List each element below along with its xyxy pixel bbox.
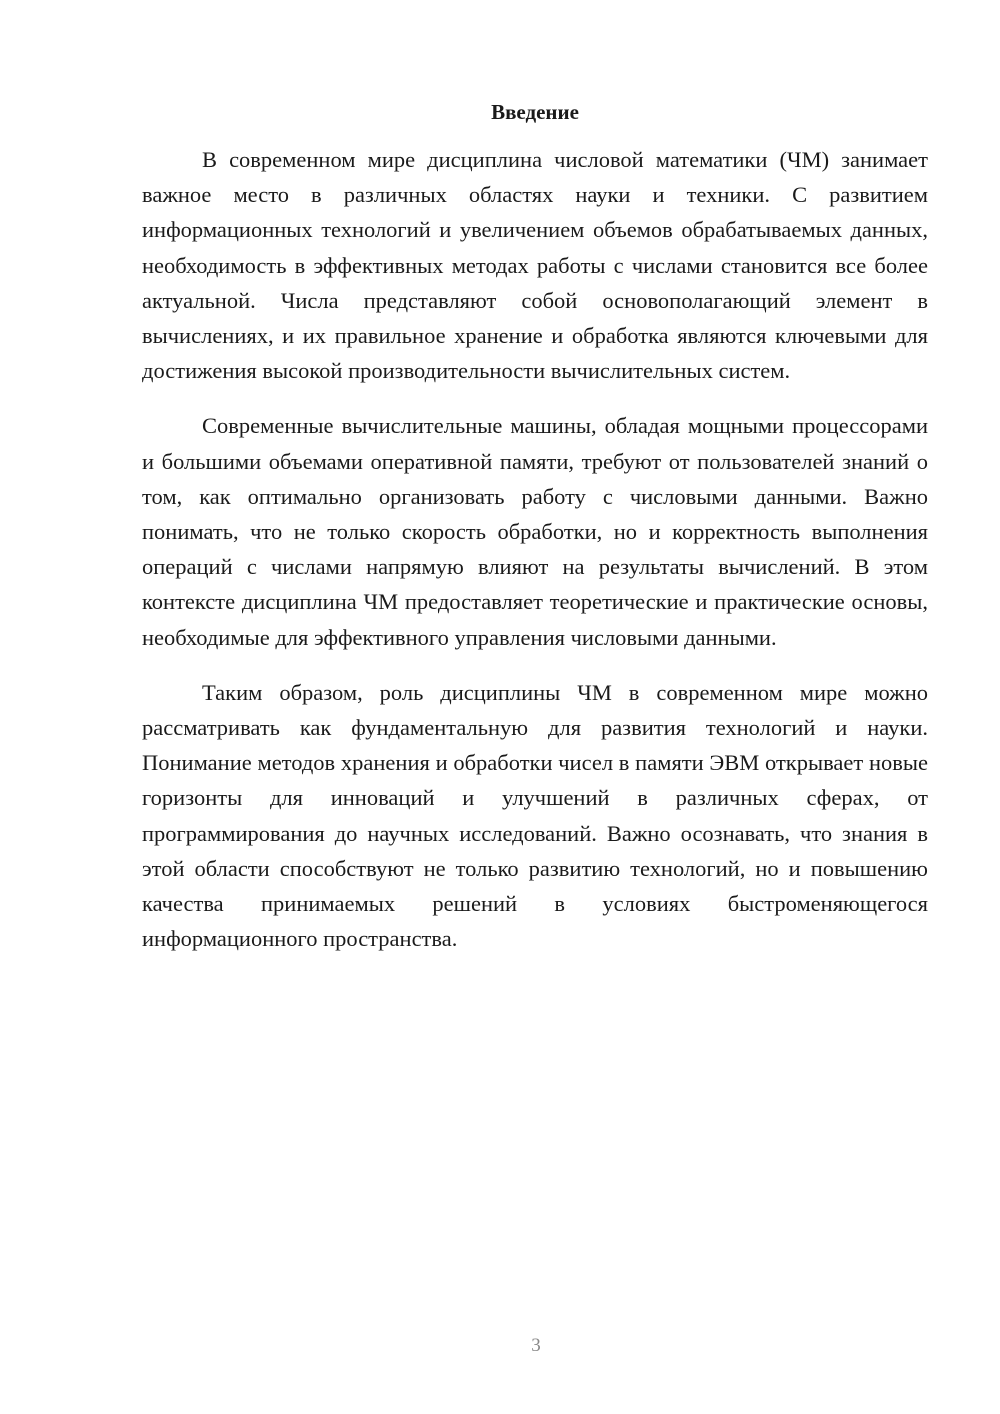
- page-title: Введение: [491, 100, 579, 124]
- paragraph-2: Современные вычислительные машины, обладая мощными процессорами и большими объемами оперативной памяти, требуют от пользователей знаний о том, как оптимально организовать работу с числовыми данными. Важно понимать, что не только скорость обработки, но и корректность выполнения операций с числами напрямую влияют на результаты вычислений. В этом контексте дисциплина ЧМ предоставляет теоретические и практические основы, необходимые для эффективного управления числовыми данными.: [142, 413, 928, 650]
- paragraph-1: В современном мире дисциплина числовой математики (ЧМ) занимает важное место в различных областях науки и техники. С развитием информационных технологий и увеличением объемов обрабатываемых данных, необходимость в эффективных методах работы с числами становится все более актуальной. Числа представляют собой основополагающий элемент в вычислениях, и их правильное хранение и обработка являются ключевыми для достижения высокой производительности вычислительных систем.: [142, 147, 928, 384]
- paragraph-3: Таким образом, роль дисциплины ЧМ в современном мире можно рассматривать как фундаментальную для развития технологий и науки. Понимание методов хранения и обработки чисел в памяти ЭВМ открывает новые горизонты для инноваций и улучшений в различных сферах, от программирования до научных исследований. Важно осознавать, что знания в этой области способствуют не только развитию технологий, но и повышению качества принимаемых решений в условиях быстроменяющегося информационного пространства.: [142, 679, 928, 952]
- page-number: 3: [531, 1335, 541, 1356]
- body-text: [142, 142, 928, 976]
